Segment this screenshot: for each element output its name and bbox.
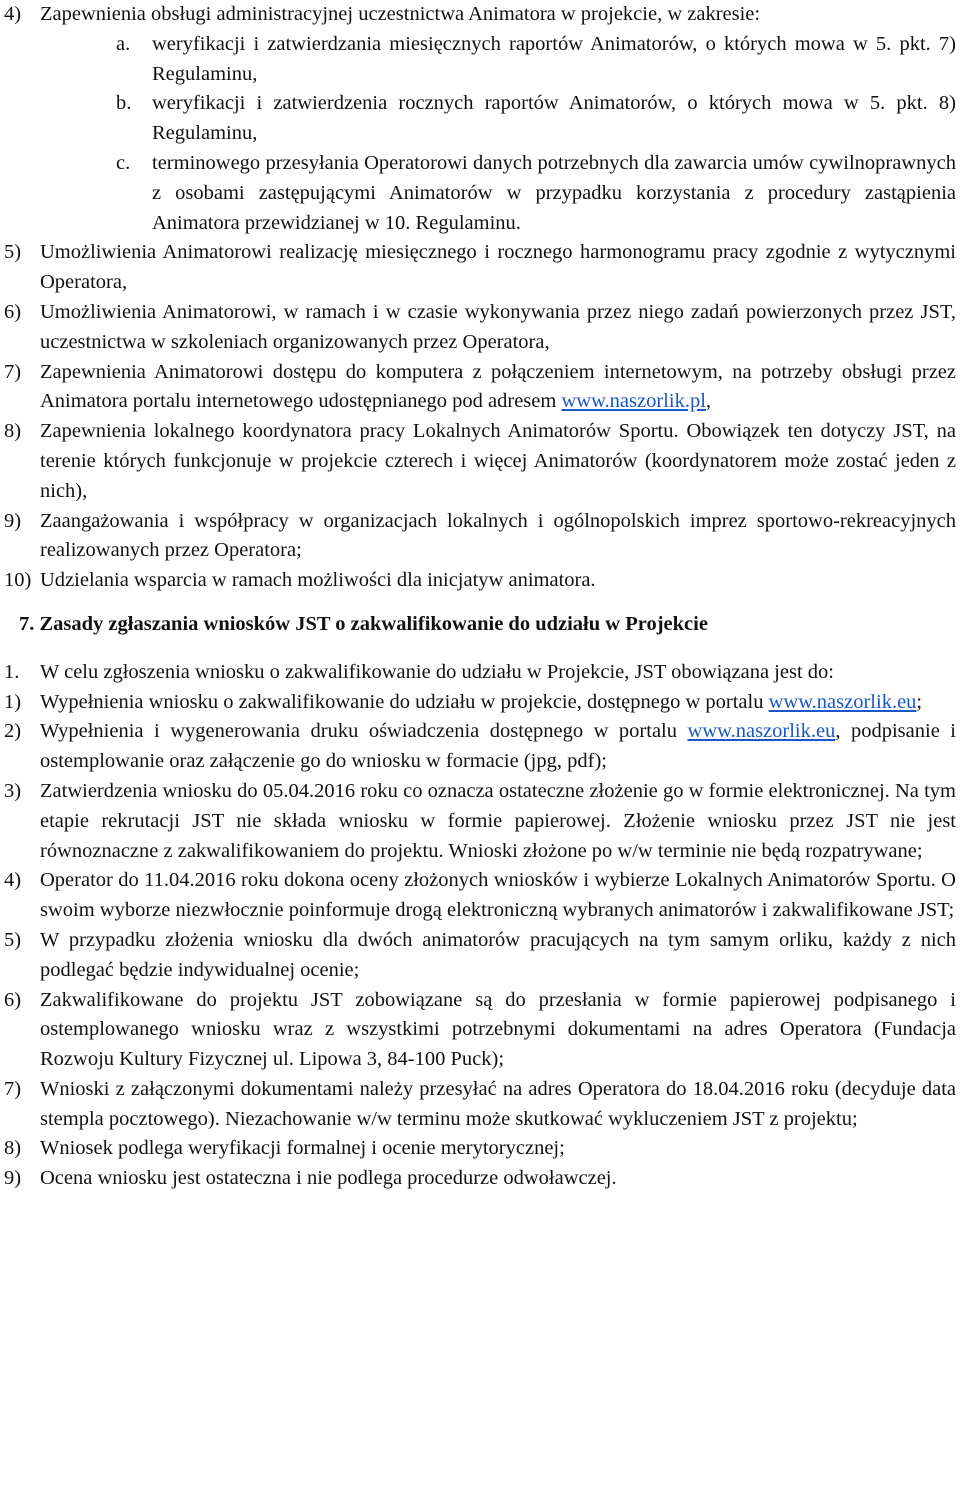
list-item-8 bbox=[4, 417, 956, 506]
list-number: 7) bbox=[4, 1077, 22, 1100]
list-text: Wnioski z załączonymi dokumentami należy przesyłać na adres Operatora do 18.04.2016 roku (decyduje data stempla pocztowego). Niezachowanie w/w terminu może skutkować wykluczeniem JST z projektu; bbox=[40, 1077, 956, 1130]
list-number: 7) bbox=[4, 360, 22, 383]
list-number: 9) bbox=[4, 1167, 22, 1190]
s7-item-6 bbox=[4, 986, 956, 1075]
list-item-10 bbox=[4, 566, 956, 596]
list-number: 6) bbox=[4, 988, 22, 1011]
sub-number: a. bbox=[116, 32, 131, 55]
s7-item-5 bbox=[4, 926, 956, 986]
list-number: 8) bbox=[4, 1137, 22, 1160]
list-text: Zakwalifikowane do projektu JST zobowiązane są do przesłania w formie papierowej podpisanego i ostemplowanego wniosku wraz z wszystkimi potrzebnymi dokumentami na adres Operatora (Fundacja Rozwoju Kultury Fizycznej ul. Lipowa 3, 84-100 Puck); bbox=[40, 988, 956, 1071]
list-text: Operator do 11.04.2016 roku dokona oceny złożonych wniosków i wybierze Lokalnych Animatorów Sportu. O swoim wyborze niezwłocznie poinformuje drogą elektroniczną wybranych animatorów i zakwalifikowane JST; bbox=[40, 869, 956, 922]
naszorlik-eu-link[interactable]: www.naszorlik.eu bbox=[768, 690, 917, 713]
section-heading: 7. Zasady zgłaszania wniosków JST o zakwalifikowanie do udziału w Projekcie bbox=[19, 612, 708, 635]
list-number: 4) bbox=[4, 869, 22, 892]
list-number: 9) bbox=[4, 509, 22, 532]
list-text: Wypełnienia wniosku o zakwalifikowanie do udziału w projekcie, dostępnego w portalu bbox=[40, 690, 769, 713]
s7-item-4 bbox=[4, 866, 956, 926]
list-text-suffix: , bbox=[705, 390, 712, 413]
sub-number: c. bbox=[116, 151, 131, 174]
list-text: Zapewnienia obsługi administracyjnej uczestnictwa Animatora w projekcie, w zakresie: bbox=[40, 3, 761, 25]
list-text: Wniosek podlega weryfikacji formalnej i ocenie merytorycznej; bbox=[40, 1137, 565, 1160]
point-number: 1. bbox=[4, 660, 20, 683]
list-item-9 bbox=[4, 507, 956, 567]
list-item-6 bbox=[4, 298, 956, 358]
s7-item-8 bbox=[4, 1134, 956, 1164]
s7-item-7 bbox=[4, 1075, 956, 1135]
sub-item-c bbox=[4, 149, 956, 238]
list-number: 4) bbox=[4, 3, 22, 25]
sub-text: weryfikacji i zatwierdzania miesięcznych raportów Animatorów, o których mowa w 5. pkt. 7) Regulaminu, bbox=[152, 32, 956, 85]
point-text: W celu zgłoszenia wniosku o zakwalifikowanie do udziału w Projekcie, JST obowiązana jest do: bbox=[40, 660, 834, 683]
list-text: Wypełnienia i wygenerowania druku oświadczenia dostępnego w portalu bbox=[40, 720, 688, 743]
list-number: 1) bbox=[4, 690, 22, 713]
sub-item-a bbox=[4, 30, 956, 90]
list-number: 3) bbox=[4, 779, 22, 802]
list-text-suffix: , podpisanie i ostemplowanie oraz załączenie go do wniosku w formacie (jpg, pdf); bbox=[40, 720, 956, 773]
list-number: 10) bbox=[4, 569, 32, 592]
sub-number: b. bbox=[116, 92, 132, 115]
point-1 bbox=[4, 658, 956, 688]
list-text: Zatwierdzenia wniosku do 05.04.2016 roku co oznacza ostateczne złożenie go w formie elektronicznej. Na tym etapie rekrutacji JST nie składa wniosku w formie papierowej. Złożenie wniosku przez JST nie jest równoznaczne z zakwalifikowaniem do projektu. Wnioski złożone po w/w terminie nie będą rozpatrywane; bbox=[40, 779, 956, 862]
s7-item-9 bbox=[4, 1164, 956, 1194]
list-number: 8) bbox=[4, 420, 22, 443]
list-text: Zapewnienia Animatorowi dostępu do komputera z połączeniem internetowym, na potrzeby obsługi przez Animatora portalu internetowego udostępnianego pod adresem bbox=[40, 360, 956, 413]
list-text: Zaangażowania i współpracy w organizacjach lokalnych i ogólnopolskich imprez sportowo-rekreacyjnych realizowanych przez Operatora; bbox=[40, 509, 956, 562]
sub-text: terminowego przesyłania Operatorowi danych potrzebnych dla zawarcia umów cywilnoprawnych z osobami zastępującymi Animatorów w przypadku korzystania z procedury zastąpienia Animatora przewidzianej w 10. Regulaminu. bbox=[152, 151, 956, 234]
list-item-5 bbox=[4, 238, 956, 298]
s7-item-1 bbox=[4, 688, 956, 718]
list-text-suffix: ; bbox=[916, 690, 923, 713]
list-text: Umożliwienia Animatorowi realizację miesięcznego i rocznego harmonogramu pracy zgodnie z wytycznymi Operatora, bbox=[40, 241, 956, 294]
document-page bbox=[4, 0, 956, 1194]
list-text: Umożliwienia Animatorowi, w ramach i w czasie wykonywania przez niego zadań powierzonych przez JST, uczestnictwa w szkoleniach organizowanych przez Operatora, bbox=[40, 300, 956, 353]
list-number: 6) bbox=[4, 300, 22, 323]
list-text: W przypadku złożenia wniosku dla dwóch animatorów pracujących na tym samym orliku, każdy z nich podlegać będzie indywidualnej ocenie; bbox=[40, 928, 956, 981]
list-number: 5) bbox=[4, 241, 22, 264]
naszorlik-pl-link[interactable]: www.naszorlik.pl bbox=[561, 390, 706, 413]
list-number: 5) bbox=[4, 928, 22, 951]
list-text: Ocena wniosku jest ostateczna i nie podlega procedurze odwoławczej. bbox=[40, 1167, 617, 1190]
s7-item-3 bbox=[4, 777, 956, 866]
list-text: Zapewnienia lokalnego koordynatora pracy Lokalnych Animatorów Sportu. Obowiązek ten dotyczy JST, na terenie których funkcjonuje w projekcie czterech i więcej Animatorów (koordynatorem może zostać jeden z nich), bbox=[40, 420, 956, 502]
sub-item-b bbox=[4, 89, 956, 149]
list-item-7 bbox=[4, 358, 956, 418]
s7-item-2 bbox=[4, 717, 956, 777]
list-number: 2) bbox=[4, 720, 22, 743]
list-text: Udzielania wsparcia w ramach możliwości dla inicjatyw animatora. bbox=[40, 569, 596, 592]
naszorlik-eu-link[interactable]: www.naszorlik.eu bbox=[687, 720, 836, 743]
sub-text: weryfikacji i zatwierdzenia rocznych raportów Animatorów, o których mowa w 5. pkt. 8) Regulaminu, bbox=[152, 92, 956, 145]
list-item-4 bbox=[4, 0, 956, 30]
